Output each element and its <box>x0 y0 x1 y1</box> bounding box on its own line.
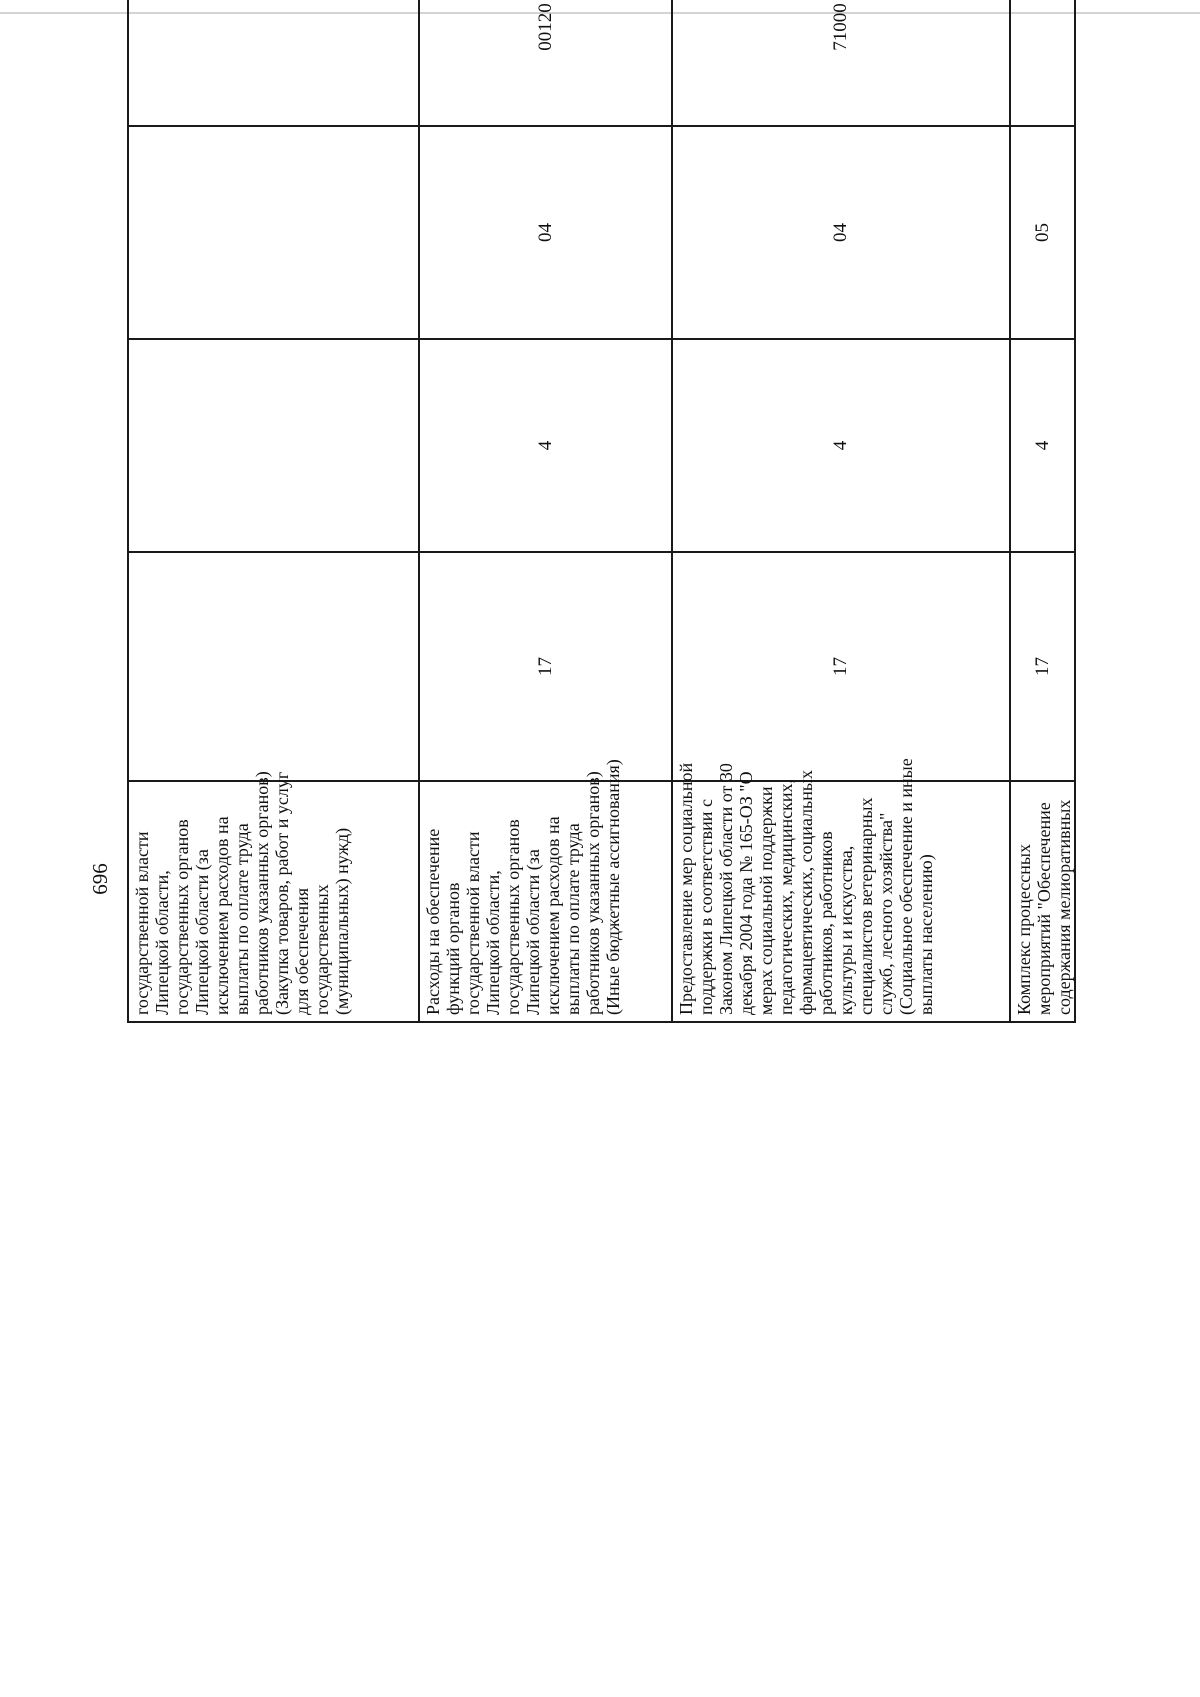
rotated-table-container <box>127 0 1074 1023</box>
row-description: Предоставление мер социальной поддержки в соответствии с Законом Липецкой области от 30 декабря 2004 года № 165-ОЗ "О мерах социальной поддержки педагогических, медицинских, фармацевтических, социальных работников, работников культуры и искусства, специалистов ветеринарных служб, лесного хозяйства" (Социальное обеспечение и иные выплаты населению) <box>672 781 1010 1022</box>
element-code: 04 <box>419 126 672 339</box>
row-description: Расходы на обеспечение функций органов государственной власти Липецкой области, государственных органов Липецкой области (за исключением расходов на выплаты по оплате труда работников указанных органов) (Иные бюджетные ассигнования) <box>419 781 672 1022</box>
subprogram-code: 4 <box>1010 339 1075 552</box>
row-description: государственной власти Липецкой области, государственных органов Липецкой области (за исключением расходов на выплаты по оплате труда работников указанных органов) (Закупка товаров, работ и услуг для обеспечения государственных (муниципальных) нужд) <box>128 781 419 1022</box>
program-code <box>128 552 419 781</box>
subprogram-code: 4 <box>419 339 672 552</box>
program-code: 17 <box>1010 552 1075 781</box>
subprogram-code <box>128 339 419 552</box>
element-code: 04 <box>672 126 1010 339</box>
direction-code: 00120 <box>419 0 672 126</box>
table-row <box>672 0 1010 1022</box>
page-number: 696 <box>87 863 112 895</box>
table-row <box>128 0 419 1022</box>
direction-code <box>128 0 419 126</box>
program-code: 17 <box>672 552 1010 781</box>
table-row <box>1010 0 1075 1022</box>
table-row <box>419 0 672 1022</box>
rotated-table-frame <box>127 3 1074 1617</box>
direction-code: 71000 <box>672 0 1010 126</box>
budget-table <box>127 0 1076 1023</box>
program-code: 17 <box>419 552 672 781</box>
element-code: 05 <box>1010 126 1075 339</box>
subprogram-code: 4 <box>672 339 1010 552</box>
row-description: Комплекс процессных мероприятий "Обеспечение содержания мелиоративных <box>1010 781 1075 1022</box>
element-code <box>128 126 419 339</box>
direction-code <box>1010 0 1075 126</box>
